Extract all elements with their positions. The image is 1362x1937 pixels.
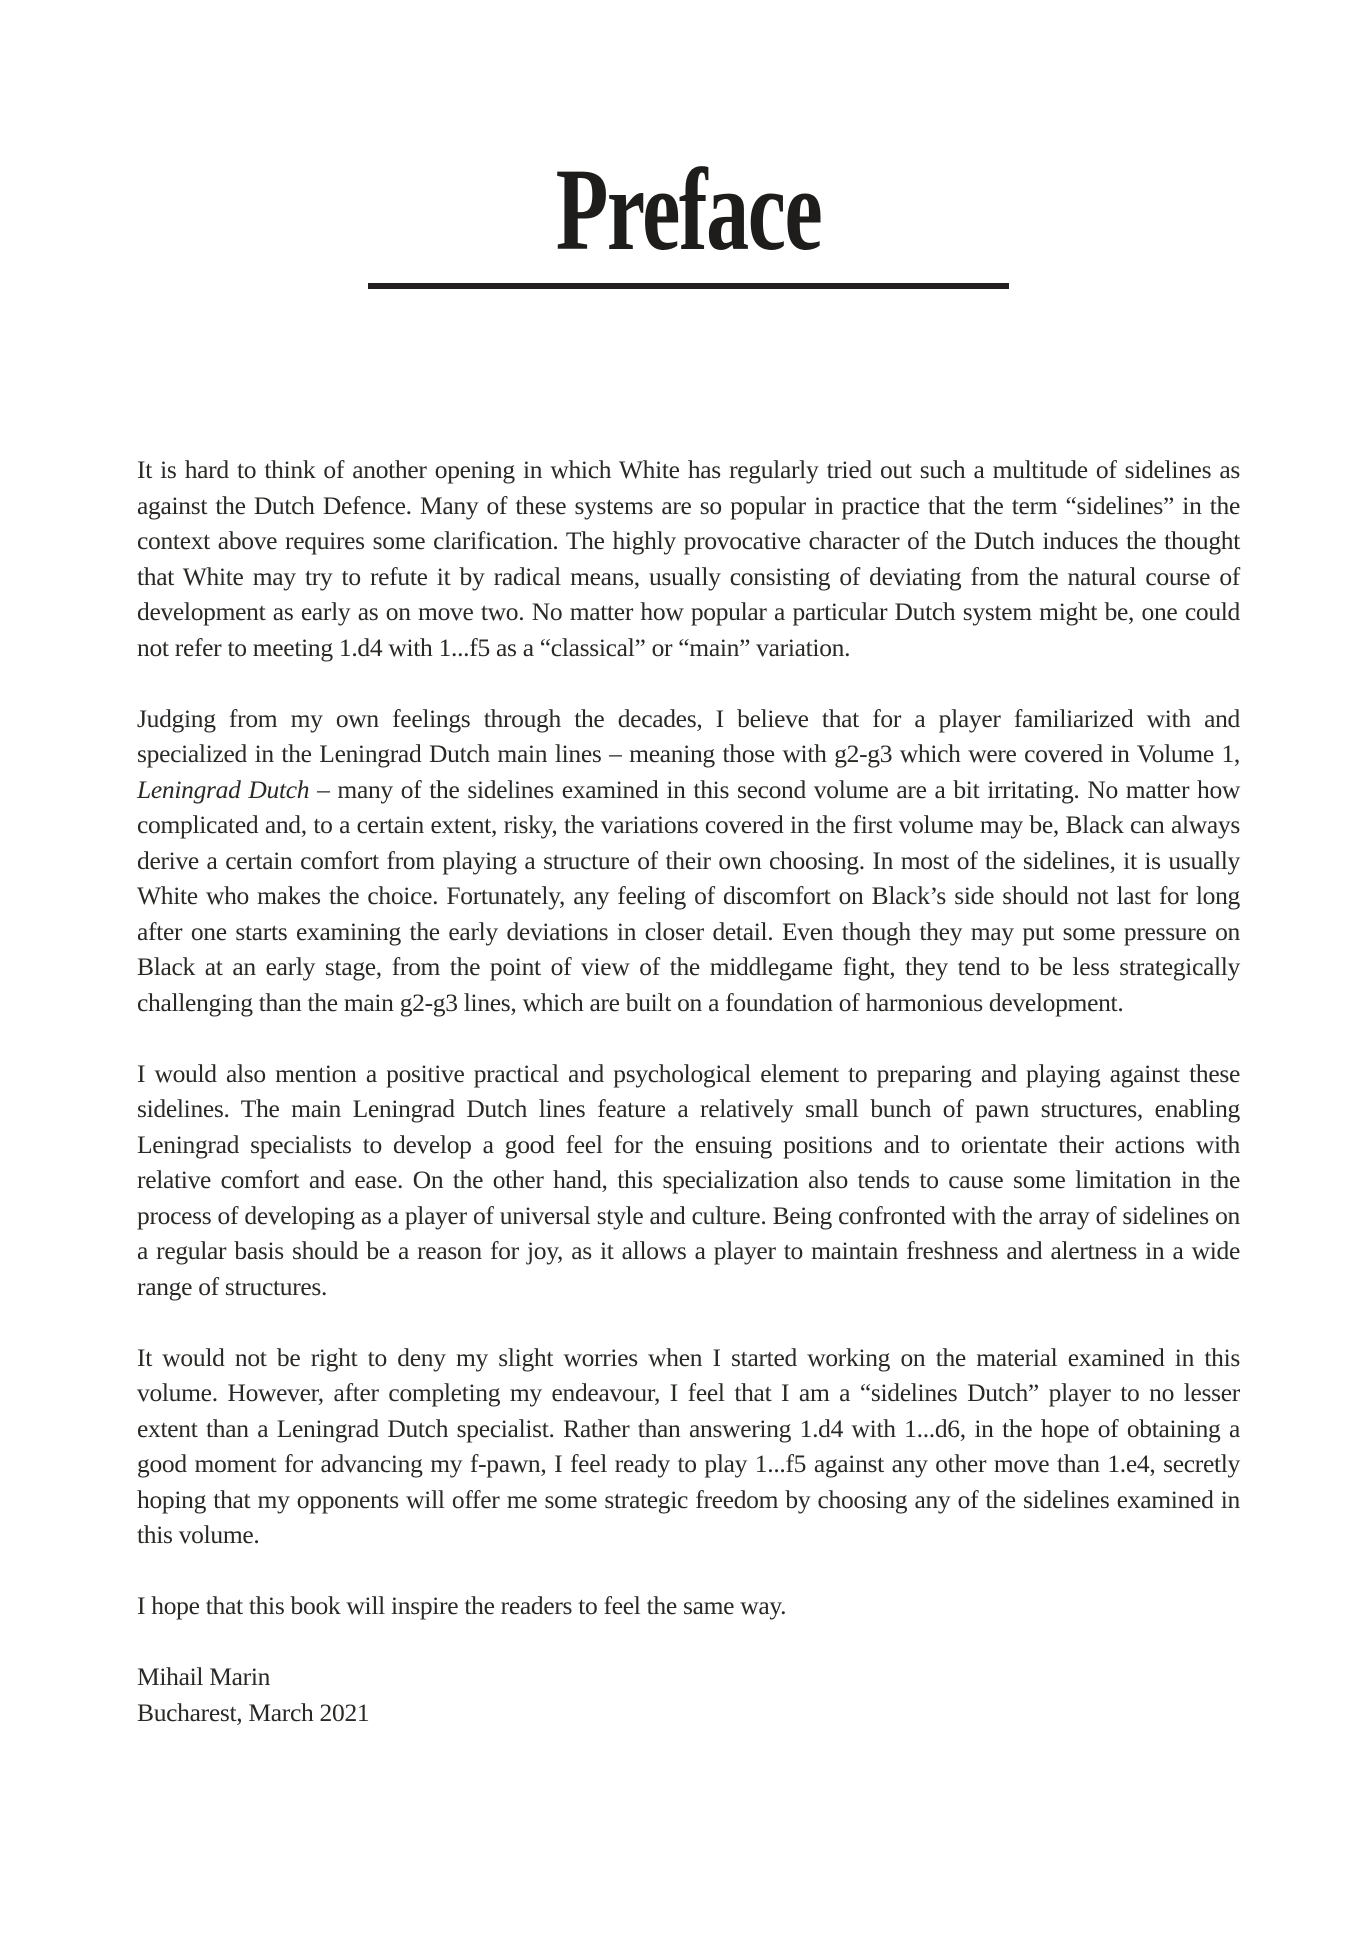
book-title-italic: Leningrad Dutch xyxy=(137,774,310,804)
paragraph-2-text-before: Judging from my own feelings through the decades, I believe that for a player familiarized with and specialized in the Leningrad Dutch main lines – meaning those with g2-g3 which were covered in Volume 1, xyxy=(137,703,1240,768)
paragraph-4: It would not be right to deny my slight worries when I started working on the material examined in this volume. However, after completing my endeavour, I feel that I am a “sidelines Dutch” player to no lesser extent than a Leningrad Dutch specialist. Rather than answering 1.d4 with 1...d6, in the hope of obtaining a good moment for advancing my f-pawn, I feel ready to play 1...f5 against any other move than 1.e4, secretly hoping that my opponents will offer me some strategic freedom by choosing any of the sidelines examined in this volume. xyxy=(137,1342,1240,1549)
paragraph-2-text-after: – many of the sidelines examined in this second volume are a bit irritating. No matter how complicated and, to a certain extent, risky, the variations covered in the first volume may be, Black can always derive a certain comfort from playing a structure of their own choosing. In most of the sidelines, it is usually White who makes the choice. Fortunately, any feeling of discomfort on Black’s side should not last for long after one starts examining the early deviations in closer detail. Even though they may put some pressure on Black at an early stage, from the point of view of the middlegame fight, they tend to be less strategically challenging than the main g2-g3 lines, which are built on a foundation of harmonious development. xyxy=(137,774,1241,1017)
paragraph-1: It is hard to think of another opening in which White has regularly tried out such a multitude of sidelines as against the Dutch Defence. Many of these systems are so popular in practice that the term “sidelines” in the context above requires some clarification. The highly provocative character of the Dutch induces the thought that White may try to refute it by radical means, usually consisting of deviating from the natural course of development as early as on move two. No matter how popular a particular Dutch system might be, one could not refer to meeting 1.d4 with 1...f5 as a “classical” or “main” variation. xyxy=(137,455,1240,662)
signature-block xyxy=(137,1659,1240,1730)
signature-place-date: Bucharest, March 2021 xyxy=(137,1697,370,1727)
title-block xyxy=(137,144,1240,275)
paragraph-2 xyxy=(137,701,1240,1021)
paragraph-3: I would also mention a positive practical and psychological element to preparing and playing against these sidelines. The main Leningrad Dutch lines feature a relatively small bunch of pawn structures, enabling Leningrad specialists to develop a good feel for the ensuing positions and to orientate their actions with relative comfort and ease. On the other hand, this specialization also tends to cause some limitation in the process of developing as a player of universal style and culture. Being confronted with the array of sidelines on a regular basis should be a reason for joy, as it allows a player to maintain freshness and alertness in a wide range of structures. xyxy=(137,1058,1240,1301)
paragraph-5: I hope that this book will inspire the readers to feel the same way. xyxy=(137,1591,787,1620)
title-rule-divider xyxy=(368,283,1009,289)
preface-body xyxy=(137,452,1240,1730)
signature-author: Mihail Marin xyxy=(137,1662,271,1691)
page-title: Preface xyxy=(555,144,822,275)
